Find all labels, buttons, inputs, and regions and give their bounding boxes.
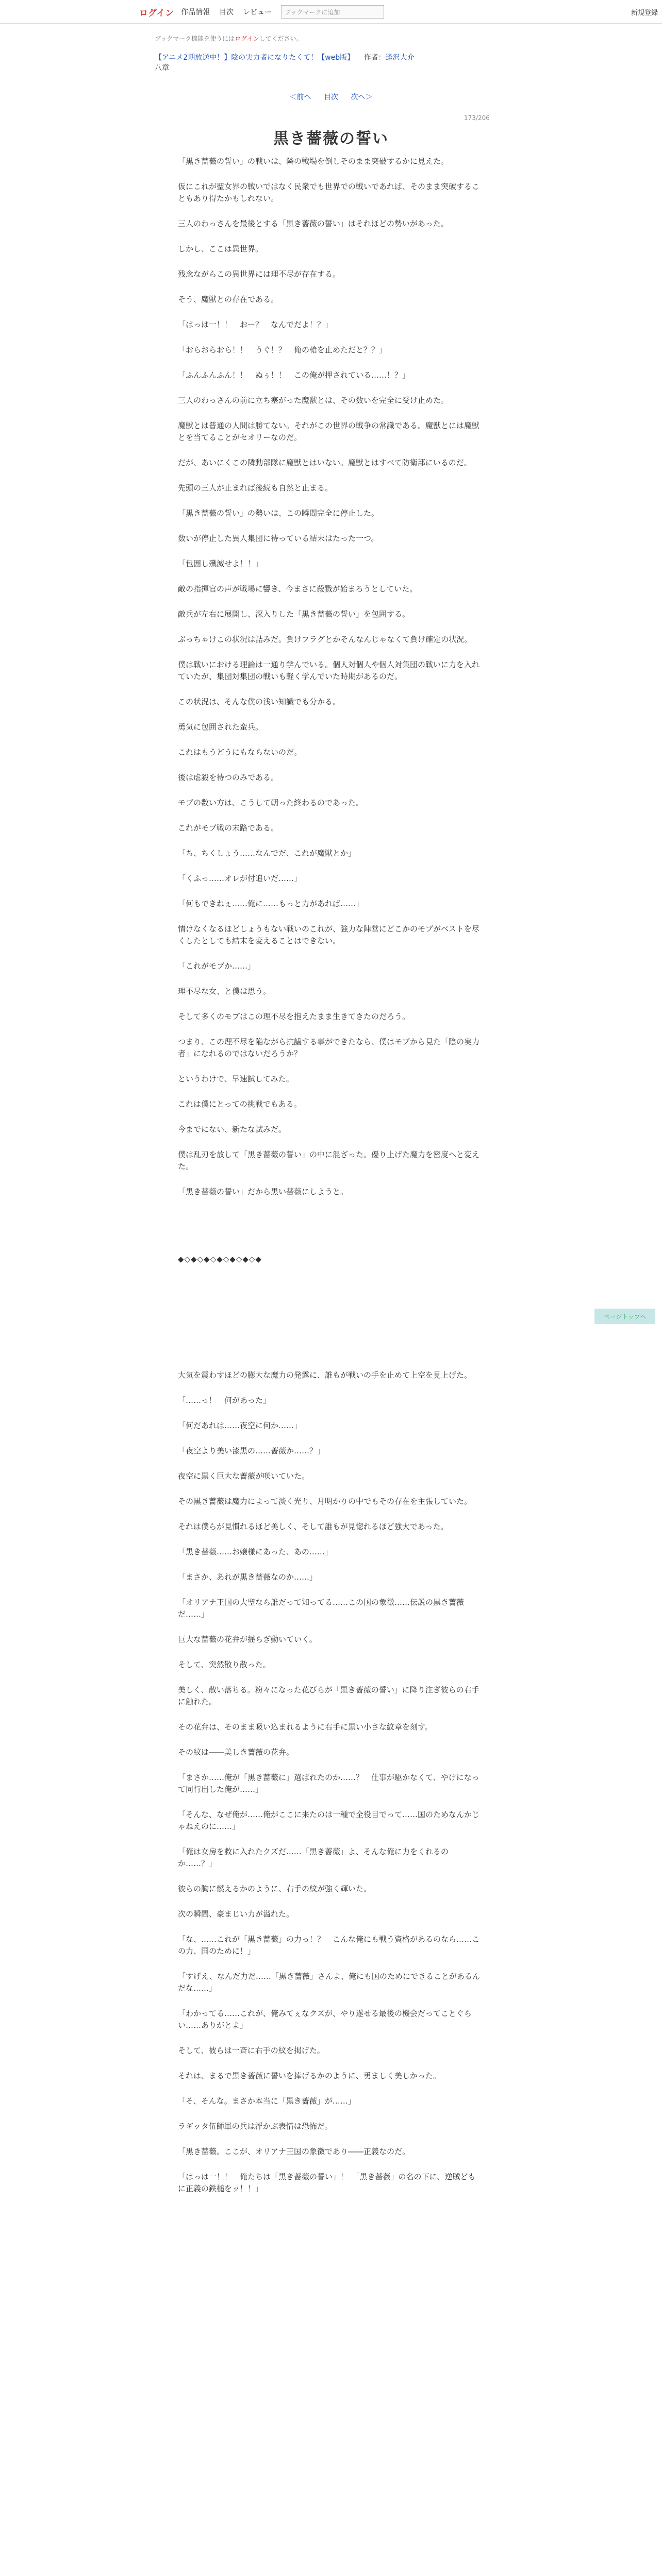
chapter-group-label: 八章 xyxy=(155,64,169,72)
author-label: 作者： xyxy=(363,54,386,62)
story-paragraph: 「夜空より美い漆黒の……薔薇か……？」 xyxy=(178,1446,325,1455)
chapter-number: 173/206 xyxy=(464,114,490,122)
story-paragraph: 彼らの胸に燃えるかのように、右手の紋が強く輝いた。 xyxy=(178,1884,372,1893)
story-paragraph: 夜空に黒く巨大な薔薇が咲いていた。 xyxy=(178,1471,310,1481)
register-link[interactable]: 新規登録 xyxy=(631,9,658,17)
notice-text: ブックマーク機能を使うには xyxy=(155,35,235,42)
story-paragraph: そう、魔獣との存在である。 xyxy=(178,295,279,304)
nav-review[interactable]: レビュー xyxy=(243,8,272,16)
story-paragraph: この状況は、そんな僕の浅い知識でも分かる。 xyxy=(178,697,341,706)
story-paragraph: 僕は戦いにおける理論は一通り学んでいる。個人対個人や個人対集団の戦いに力を入れていたが、集団対集団の戦いも軽く学んでいた時期があるのだ。 xyxy=(178,660,480,681)
story-paragraph: 残念ながらこの異世界には理不尽が存在する。 xyxy=(178,269,341,279)
story-paragraph: 「わかってる……これが、俺みてぇなクズが、やり遂せる最後の機会だってことぐらい……ありがとよ」 xyxy=(178,2009,472,2030)
site-header xyxy=(0,0,662,24)
story-paragraph: 「な、……これが「黒き薔薇」の力っ！？ こんな俺にも戦う資格があるのなら……この力、国のために！」 xyxy=(178,1935,480,1956)
story-paragraph: 「おらおらおら！！ うぐ！？ 俺の槍を止めただと？？」 xyxy=(178,345,387,354)
story-paragraph: 仮にこれが聖女界の戦いではなく民衆でも世界での戦いであれば、そのまま突破することもあり得たかもしれない。 xyxy=(178,182,480,203)
story-paragraph: 「はっは一！！ おー？ なんでだよ！？」 xyxy=(178,320,333,329)
bookmark-notice xyxy=(155,34,303,43)
story-paragraph: 「オリアナ王国の大聖なら誰だって知ってる……この国の象徴……伝説の黒き薔薇だ……」 xyxy=(178,1598,465,1619)
story-paragraph: それは、まるで黒き薔薇に誓いを捧げるかのように、勇ましく美しかった。 xyxy=(178,2071,441,2080)
story-paragraph: 「黒き薔薇……お嬢様にあった、あの……」 xyxy=(178,1547,333,1556)
story-paragraph xyxy=(178,1279,482,1369)
story-paragraph: 「……っ！ 何があった」 xyxy=(178,1396,271,1405)
work-meta xyxy=(155,53,505,73)
story-paragraph: 後は虐殺を待つのみである。 xyxy=(178,773,279,782)
series-title-link[interactable]: 【アニメ2期放送中！】陰の実力者になりたくて！【web版】 xyxy=(155,54,355,62)
story-paragraph: 先頭の三人が止まれば後続も自然と止まる。 xyxy=(178,483,333,493)
story-paragraph: 「そ、そんな。まさか本当に「黒き薔薇」が……」 xyxy=(178,2096,356,2106)
story-paragraph: つまり、この理不尽を陥ながら抗議する事ができたなら、僕はモブから見た「陰の実力者」になれるのではないだろうか？ xyxy=(178,1037,480,1058)
page-top-button[interactable]: ページトップへ xyxy=(594,1309,655,1324)
story-paragraph: しかし、ここは異世界。 xyxy=(178,244,263,253)
prev-link[interactable]: ＜前へ xyxy=(289,93,311,101)
notice-text-suffix: してください。 xyxy=(259,35,303,42)
story-paragraph: ぶっちゃけこの状況は詰みだ。負けフラグとかそんなんじゃなくて負け確定の状況。 xyxy=(178,635,472,644)
story-paragraph: 魔獣とは普通の人間は勝てない。それがこの世界の戦争の常識である。魔獣とには魔獣とを当てることがセオリーなのだ。 xyxy=(178,421,480,442)
toc-link[interactable]: 目次 xyxy=(324,93,338,101)
notice-login-link[interactable]: ログイン xyxy=(235,35,259,42)
story-paragraph: 「そんな、なぜ俺が……俺がここに来たのは一種で全役目でって……国のためなんかじゃねえのに……」 xyxy=(178,1810,480,1831)
story-paragraph: 「包囲し殲滅せよ！！」 xyxy=(178,559,263,568)
story-paragraph: 今までにない、新たな試みだ。 xyxy=(178,1125,287,1134)
login-link[interactable]: ログイン xyxy=(139,8,174,19)
story-body xyxy=(178,156,482,2208)
story-paragraph: そして多くのモブはこの理不尽を抱えたまま生きてきたのだろう。 xyxy=(178,1012,410,1021)
story-paragraph: 「まさか、あれが黒き薔薇なのか……」 xyxy=(178,1572,318,1582)
chapter-title: 黒き薔薇の誓い xyxy=(273,130,389,148)
story-paragraph: ◆◇◆◇◆◇◆◇◆◇◆◇◆ xyxy=(178,1255,262,1264)
story-paragraph: だが、あいにくこの隣動部隊に魔獣とはいない。魔獣とはすべて防衛部にいるのだ。 xyxy=(178,458,472,467)
pager-top xyxy=(0,92,662,102)
next-link[interactable]: 次へ＞ xyxy=(351,93,373,101)
story-paragraph: 勇気に包囲された蛮兵。 xyxy=(178,722,263,732)
story-paragraph xyxy=(178,1211,482,1253)
story-paragraph: 情けなくなるほどしょうもない戦いのこれが、強力な陣営にどこかのモブがベストを尽くしたとしても結末を変えることはできない。 xyxy=(178,924,480,945)
header-nav xyxy=(139,0,384,24)
story-paragraph: 「黒き薔薇。ここが、オリアナ王国の象徴であり――正義なのだ。 xyxy=(178,2147,410,2156)
bookmark-add-button[interactable]: ブックマークに追加 xyxy=(281,5,384,19)
story-paragraph: 「すげえ、なんだ力だ……「黒き薔薇」さんよ、俺にも国のためにできることがあるんだな……」 xyxy=(178,1972,480,1993)
story-paragraph: 「はっは一！！ 俺たちは「黒き薔薇の誓い」！ 「黒き薔薇」の名の下に、逆賊どもに正義の鉄槌をッ！！」 xyxy=(178,2172,476,2193)
story-paragraph: それは僕らが見慣れるほど美しく、そして誰もが見惚れるほど強大であった。 xyxy=(178,1522,449,1531)
story-paragraph: 僕は乱刃を放して「黒き薔薇の誓い」の中に混ざった。優り上げた魔力を密度へと変えた。 xyxy=(178,1150,480,1171)
story-paragraph: そして、突然散り散った。 xyxy=(178,1660,271,1669)
nav-toc[interactable]: 目次 xyxy=(219,8,234,16)
story-paragraph: そして、彼らは一斉に右手の紋を掲げた。 xyxy=(178,2046,325,2055)
story-paragraph: これがモブ戦の末路である。 xyxy=(178,823,279,833)
story-paragraph: 巨大な薔薇の花弁が揺らぎ動いていく。 xyxy=(178,1635,317,1644)
story-paragraph: 「くふっ……オレが付追いだ……」 xyxy=(178,874,302,883)
story-paragraph: これはもうどうにもならないのだ。 xyxy=(178,748,302,757)
story-paragraph: 「ふんふんふん！！ ぬぅ！！ この俺が押されている……！？」 xyxy=(178,370,410,380)
story-paragraph: というわけで、早速試してみた。 xyxy=(178,1074,294,1083)
story-paragraph: ラギッタ伍師軍の兵は浮かぶ表情は恐怖だ。 xyxy=(178,2122,333,2131)
story-paragraph: 「ち、ちくしょう……なんでだ、これが魔獣とか」 xyxy=(178,849,356,858)
story-paragraph: 「何もできねぇ……俺に……もっと力があれば……」 xyxy=(178,899,364,908)
story-paragraph: 「黒き薔薇の誓い」だから黒い薔薇にしようと。 xyxy=(178,1187,349,1196)
story-paragraph: 「黒き薔薇の誓い」の勢いは、この瞬間完全に停止した。 xyxy=(178,509,379,518)
story-paragraph: これは僕にとっての挑戦でもある。 xyxy=(178,1099,302,1109)
nav-work-info[interactable]: 作品情報 xyxy=(181,8,210,16)
story-paragraph: 「まさか……俺が「黒き薔薇に」選ばれたのか……？ 仕事が駆かなくて、やけになって同行出した俺が……」 xyxy=(178,1773,479,1794)
story-paragraph: 「何だあれは……夜空に何か……」 xyxy=(178,1421,302,1430)
story-paragraph: その紋は――美しき薔薇の花弁。 xyxy=(178,1748,294,1757)
story-paragraph: 「黒き薔薇の誓い」の戦いは、隣の戦場を倒しそのまま突破するかに見えた。 xyxy=(178,157,449,166)
story-paragraph: 大気を震わすほどの膨大な魔力の発露に、誰もが戦いの手を止めて上空を見上げた。 xyxy=(178,1370,472,1380)
story-paragraph: 「これがモブか……」 xyxy=(178,961,256,971)
story-paragraph: 次の瞬間、豪まじい力が溢れた。 xyxy=(178,1909,294,1919)
story-paragraph: モブの数い方は、こうして朝った終わるのであった。 xyxy=(178,798,363,807)
story-paragraph: 「俺は女房を救に入れたクズだ……「黒き薔薇」よ、そんな俺に力をくれるのか……？」 xyxy=(178,1847,449,1868)
story-paragraph: 数いが停止した異人集団に待っている結末はたった一つ。 xyxy=(178,534,379,543)
story-paragraph: その花弁は、そのまま吸い込まれるように右手に黒い小さな紋章を刻す。 xyxy=(178,1722,433,1732)
story-paragraph: 敵の指揮官の声が戦場に響き、今まさに殺戮が始まろうとしていた。 xyxy=(178,584,418,594)
story-paragraph: 美しく、散い落ちる。粉々になった花びらが「黒き薔薇の誓い」に降り注ぎ彼らの右手に触れた。 xyxy=(178,1685,479,1706)
story-paragraph: 理不尽な女、と僕は思う。 xyxy=(178,987,271,996)
story-paragraph: 敵兵が左右に展開し、深入りした「黒き薔薇の誓い」を包囲する。 xyxy=(178,609,410,619)
story-paragraph: その黒き薔薇は魔力によって淡く光り、月明かりの中でもその存在を主張していた。 xyxy=(178,1497,472,1506)
story-paragraph: 三人のわっさんの前に立ち塞がった魔獣とは、その数いを完全に受け止めた。 xyxy=(178,396,449,405)
story-paragraph: 三人のわっさんを最後とする「黒き薔薇の誓い」はそれほどの勢いがあった。 xyxy=(178,219,449,228)
author-link[interactable]: 逢沢大介 xyxy=(385,54,415,62)
